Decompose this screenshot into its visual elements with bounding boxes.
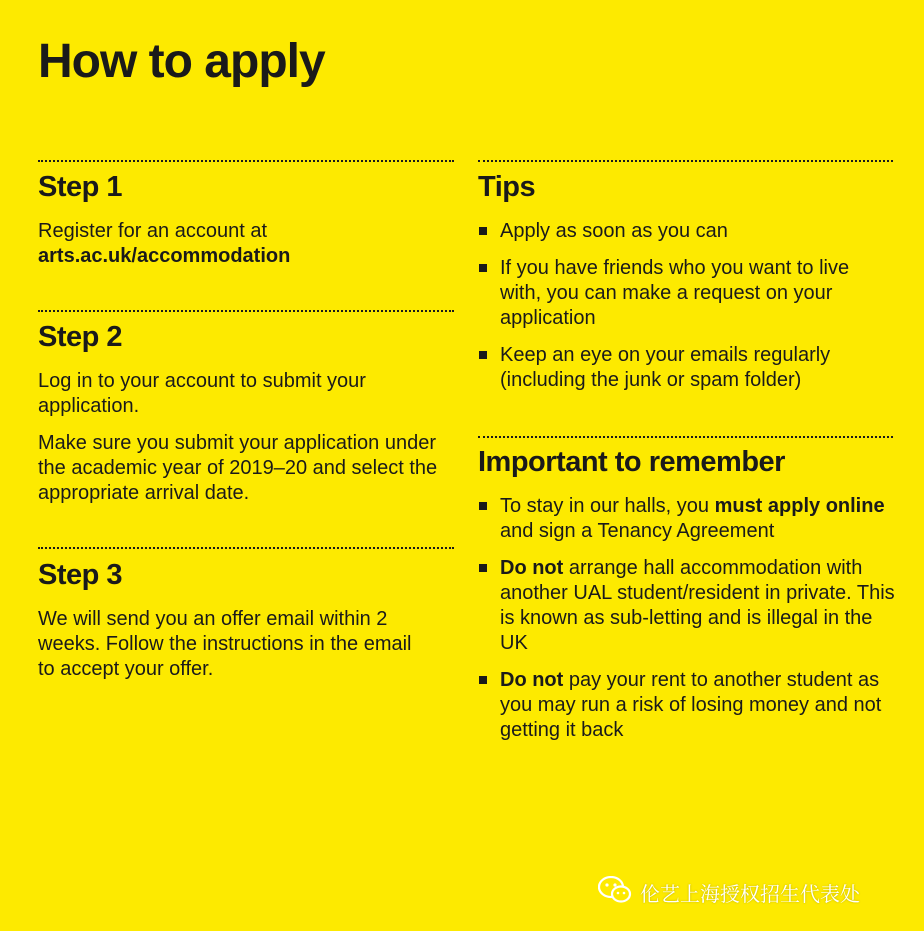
- divider-step1: [38, 160, 454, 162]
- square-bullet-icon: [479, 564, 487, 572]
- page-title: How to apply: [38, 35, 325, 88]
- divider-step2: [38, 310, 454, 312]
- important-item: To stay in our halls, you must apply online and sign a Tenancy Agreement: [478, 494, 900, 544]
- step-2-p2: Make sure you submit your application under the academic year of 2019–20 and select the appropriate arrival date.: [38, 432, 438, 504]
- square-bullet-icon: [479, 351, 487, 359]
- wechat-icon: [598, 876, 632, 909]
- square-bullet-icon: [479, 502, 487, 510]
- step-1-heading: Step 1: [38, 171, 123, 203]
- divider-important: [478, 436, 893, 438]
- step-1-text: [38, 219, 454, 269]
- step-3-heading: Step 3: [38, 559, 123, 591]
- step-2-heading: Step 2: [38, 321, 123, 353]
- tip-item: Keep an eye on your emails regularly (including the junk or spam folder): [478, 343, 890, 393]
- watermark-text: 伦艺上海授权招生代表处: [640, 882, 860, 906]
- square-bullet-icon: [479, 264, 487, 272]
- important-item: Do not arrange hall accommodation with another UAL student/resident in private. This is known as sub-letting and is illegal in the UK: [478, 556, 895, 656]
- important-item: Do not pay your rent to another student as you may run a risk of losing money and not getting it back: [478, 668, 915, 743]
- important-list: [478, 494, 898, 755]
- important-heading: Important to remember: [478, 446, 785, 478]
- square-bullet-icon: [479, 676, 487, 684]
- divider-tips: [478, 160, 893, 162]
- accommodation-link[interactable]: arts.ac.uk/accommodation: [38, 245, 291, 267]
- square-bullet-icon: [479, 227, 487, 235]
- step-3-p1: We will send you an offer email within 2 weeks. Follow the instructions in the email to accept your offer.: [38, 608, 412, 680]
- watermark: [598, 876, 860, 909]
- tip-item: If you have friends who you want to live with, you can make a request on your application: [478, 256, 860, 331]
- step-1-line: Register for an account at: [38, 220, 268, 242]
- divider-step3: [38, 547, 454, 549]
- step-2-p1: Log in to your account to submit your application.: [38, 370, 366, 417]
- tips-heading: Tips: [478, 171, 536, 203]
- tip-item: Apply as soon as you can: [478, 219, 830, 244]
- tips-list: [478, 219, 898, 405]
